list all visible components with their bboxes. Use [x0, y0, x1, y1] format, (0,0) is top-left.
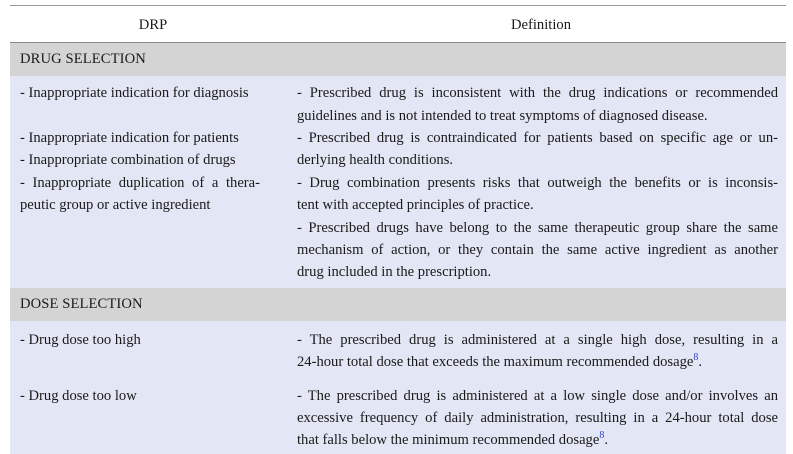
drp-item: - Drug dose too high — [20, 332, 141, 348]
section-body-dose-selection — [10, 321, 786, 454]
drp-item: - Inappropriate combination of drugs — [20, 152, 236, 168]
section-title: DOSE SELECTION — [20, 296, 143, 312]
definition-line: - Drug combination presents risks that outweigh the benefits or is inconsis- — [297, 175, 778, 191]
definition-line-with-reference — [297, 429, 608, 453]
definition-line: - Prescribed drugs have belong to the same therapeutic group share the same — [297, 220, 778, 236]
definition-line: - The prescribed drug is administered at a single high dose, resulting in a — [297, 332, 778, 348]
definition-line: tent with accepted principles of practice. — [297, 197, 534, 213]
definition-line: derlying health conditions. — [297, 152, 454, 168]
drp-item: - Inappropriate indication for diagnosis — [20, 85, 249, 101]
drp-item: - Inappropriate duplication of a thera- — [20, 175, 260, 191]
definition-line-with-reference — [297, 351, 702, 375]
table-header-row — [10, 6, 786, 42]
section-title: DRUG SELECTION — [20, 51, 146, 67]
reference-link[interactable]: 8 — [599, 430, 605, 441]
definition-line: mechanism of action, or they contain the same active ingredient as another — [297, 242, 778, 258]
terminal-punctuation: . — [604, 432, 608, 448]
section-heading-dose-selection — [10, 288, 786, 321]
reference-link[interactable]: 8 — [693, 352, 699, 363]
terminal-punctuation: . — [698, 354, 702, 370]
section-body-drug-selection — [10, 76, 786, 288]
drp-item-continued: peutic group or active ingredient — [20, 197, 211, 213]
header-definition: Definition — [511, 17, 571, 33]
definition-text: that falls below the minimum recommended dosage — [297, 432, 600, 448]
drp-item: - Inappropriate indication for patients — [20, 130, 239, 146]
definition-line: drug included in the prescription. — [297, 264, 492, 280]
definition-line: - Prescribed drug is contraindicated for patients based on specific age or un- — [297, 130, 778, 146]
definition-text: 24-hour total dose that exceeds the maximum recommended dosage — [297, 354, 694, 370]
section-heading-drug-selection — [10, 43, 786, 76]
definition-line: - The prescribed drug is administered at a low single dose and/or involves an — [297, 388, 778, 404]
definition-line: - Prescribed drug is inconsistent with the drug indications or recommended — [297, 85, 778, 101]
definition-line: excessive frequency of daily administration, resulting in a 24-hour total dose — [297, 410, 778, 426]
drp-item: - Drug dose too low — [20, 388, 137, 404]
header-drp: DRP — [138, 17, 168, 33]
definition-line: guidelines and is not intended to treat symptoms of diagnosed disease. — [297, 108, 708, 124]
